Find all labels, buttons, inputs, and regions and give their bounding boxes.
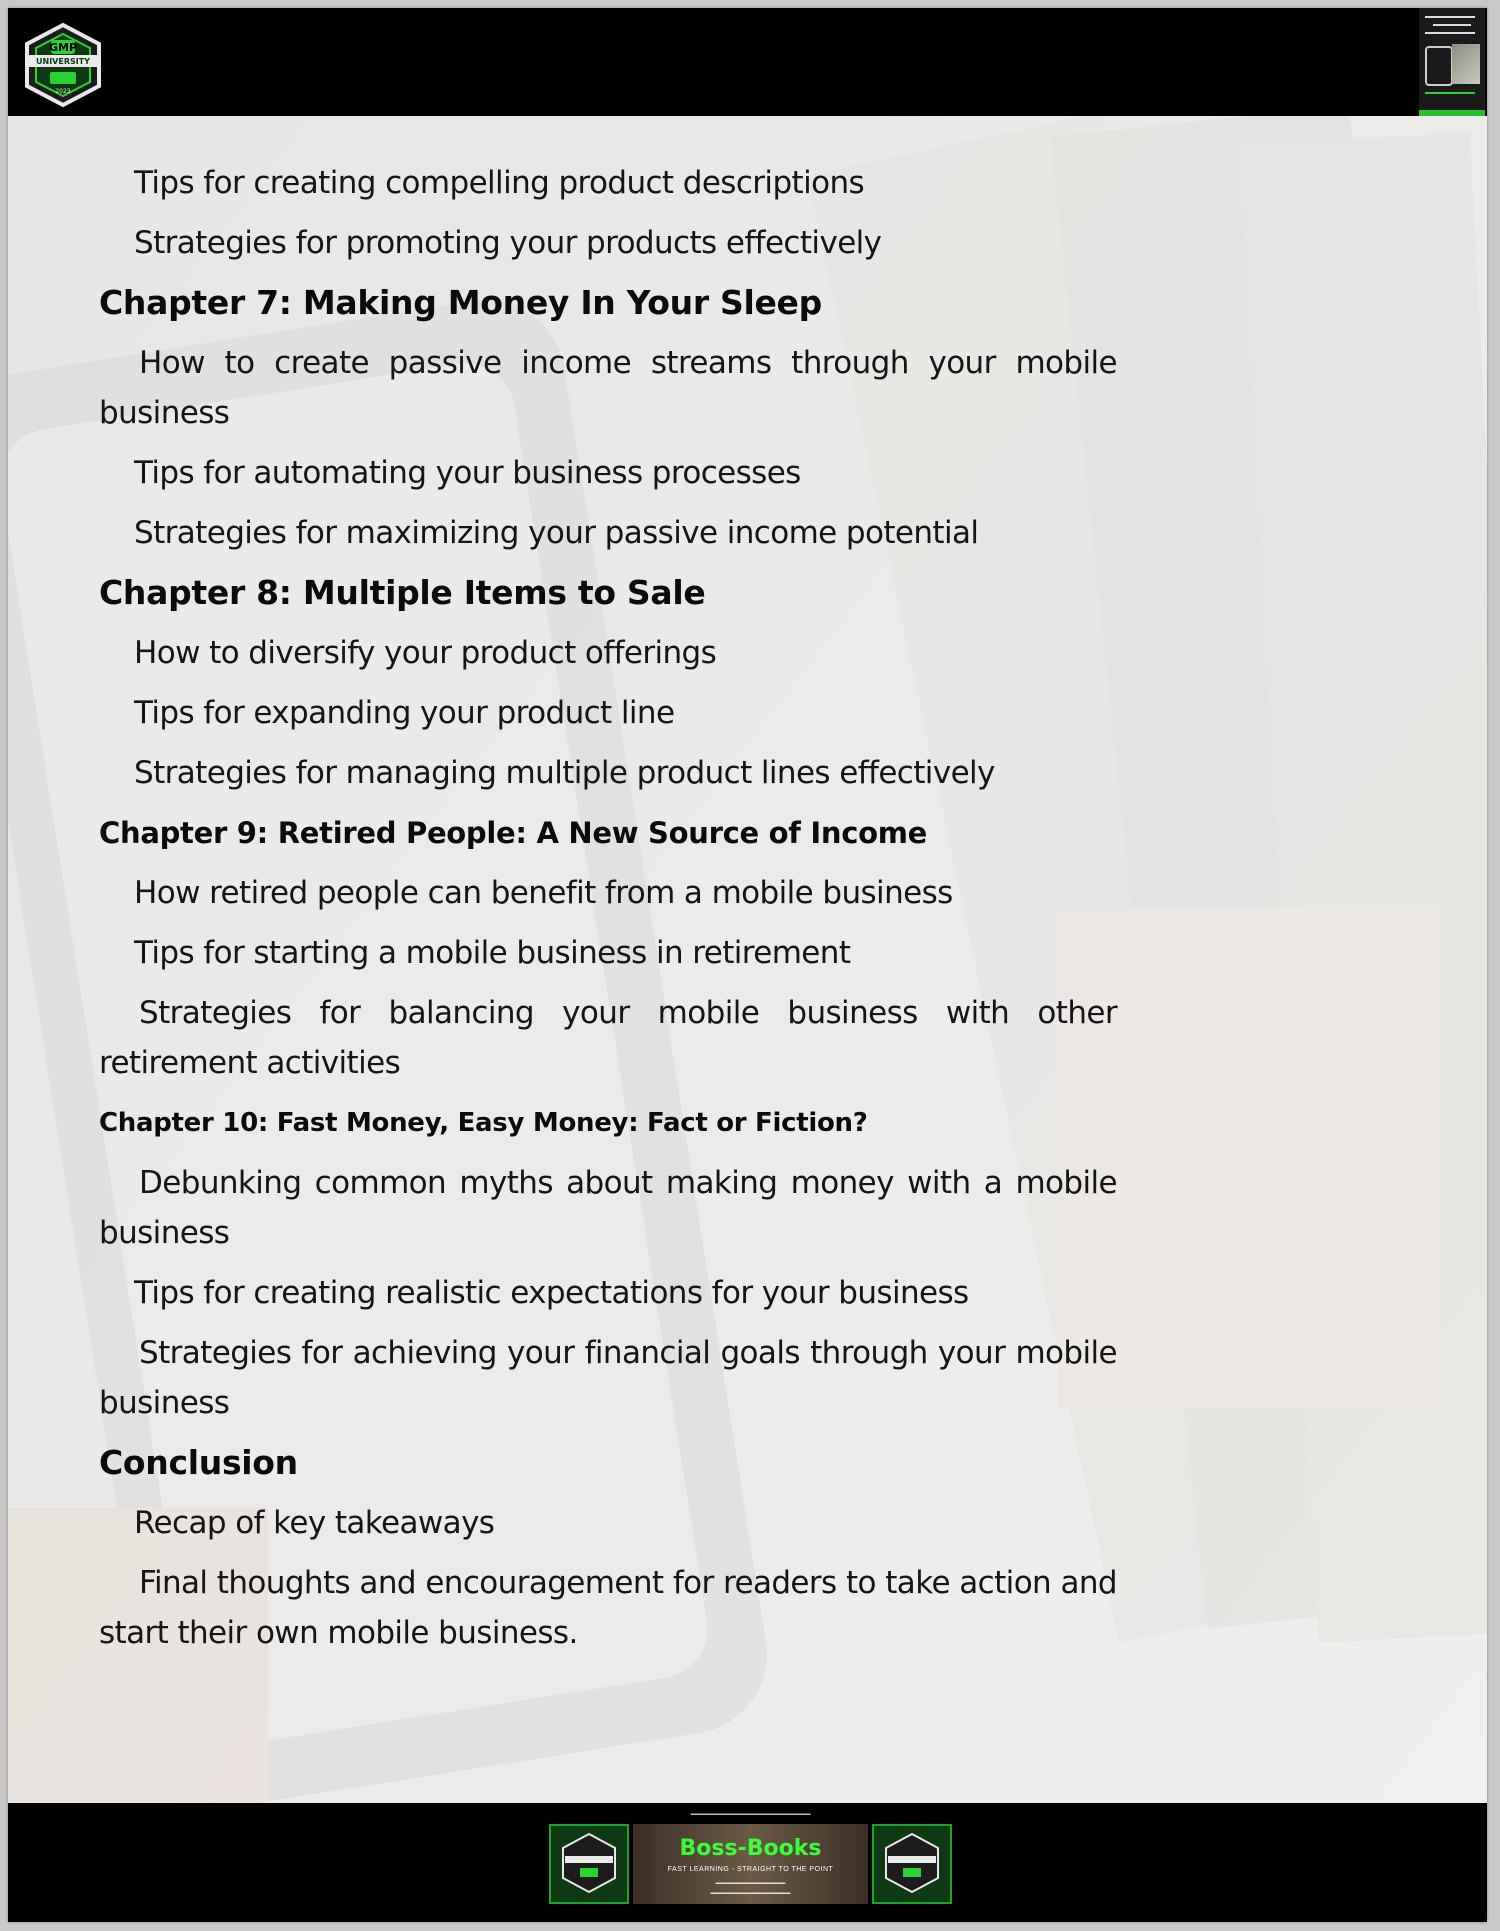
chapter-heading: Chapter 7: Making Money In Your Sleep [99, 283, 822, 322]
boss-books-banner [549, 1824, 952, 1904]
page-footer [8, 1803, 1487, 1922]
toc-item: How to diversify your product offerings [134, 635, 717, 671]
shield-icon [551, 1826, 627, 1902]
logo-text: GMP [48, 41, 78, 54]
toc-item: Strategies for promoting your products effectively [134, 225, 882, 261]
toc-item: Tips for creating realistic expectations for your business [134, 1275, 969, 1311]
book-cover-thumbnail [1419, 8, 1485, 116]
logo-subtext: UNIVERSITY [36, 57, 90, 66]
phone-icon [1425, 46, 1453, 86]
cover-title-line [1425, 16, 1475, 18]
page-header [8, 8, 1487, 116]
banner-fine-print: ▬▬▬▬▬▬▬▬▬▬▬▬▬▬▬▬ [710, 1890, 791, 1896]
banner-fine-print: ▬▬▬▬▬▬▬▬▬▬▬▬▬▬ [715, 1880, 786, 1886]
banner-center [633, 1824, 868, 1904]
document-page [8, 8, 1487, 1922]
banner-title: Boss-Books [679, 1836, 822, 1861]
chapter-heading: Chapter 8: Multiple Items to Sale [99, 573, 706, 612]
cover-accent-line [1425, 92, 1475, 94]
money-image [1452, 44, 1480, 84]
toc-item: Final thoughts and encouragement for readers to take action and start their own mobile business. [99, 1565, 1117, 1651]
toc-item: How to create passive income streams through your mobile business [99, 345, 1117, 431]
toc-item: Strategies for balancing your mobile business with other retirement activities [99, 995, 1117, 1081]
chapter-heading: Chapter 9: Retired People: A New Source of Income [99, 816, 928, 850]
banner-tagline: FAST LEARNING - STRAIGHT TO THE POINT [667, 1866, 834, 1873]
gmp-logo-right [872, 1824, 952, 1904]
cover-title-line [1425, 32, 1475, 34]
chapter-heading: Chapter 10: Fast Money, Easy Money: Fact or Fiction? [99, 1108, 868, 1138]
toc-item: Debunking common myths about making money with a mobile business [99, 1165, 1117, 1251]
toc-item: Tips for automating your business processes [134, 455, 801, 491]
table-of-contents [99, 158, 1117, 1668]
toc-item: Strategies for managing multiple product lines effectively [134, 755, 995, 791]
gmp-university-logo [20, 22, 106, 108]
toc-item: Recap of key takeaways [134, 1505, 495, 1541]
toc-item: Tips for expanding your product line [134, 695, 675, 731]
toc-item: Tips for creating compelling product descriptions [134, 165, 865, 201]
cover-title-line [1433, 24, 1471, 26]
toc-item: Tips for starting a mobile business in retirement [134, 935, 851, 971]
chapter-heading: Conclusion [99, 1443, 298, 1482]
shield-icon [874, 1826, 950, 1902]
toc-item: Strategies for achieving your financial goals through your mobile business [99, 1335, 1117, 1421]
toc-item: How retired people can benefit from a mobile business [134, 875, 953, 911]
toc-item: Strategies for maximizing your passive income potential [134, 515, 979, 551]
gmp-logo-left [549, 1824, 629, 1904]
logo-year: 2023 [55, 88, 71, 95]
footer-tagline-strip: ▬▬▬▬▬▬▬▬▬▬▬▬▬▬▬▬▬▬▬▬▬▬▬▬ [690, 1811, 811, 1817]
